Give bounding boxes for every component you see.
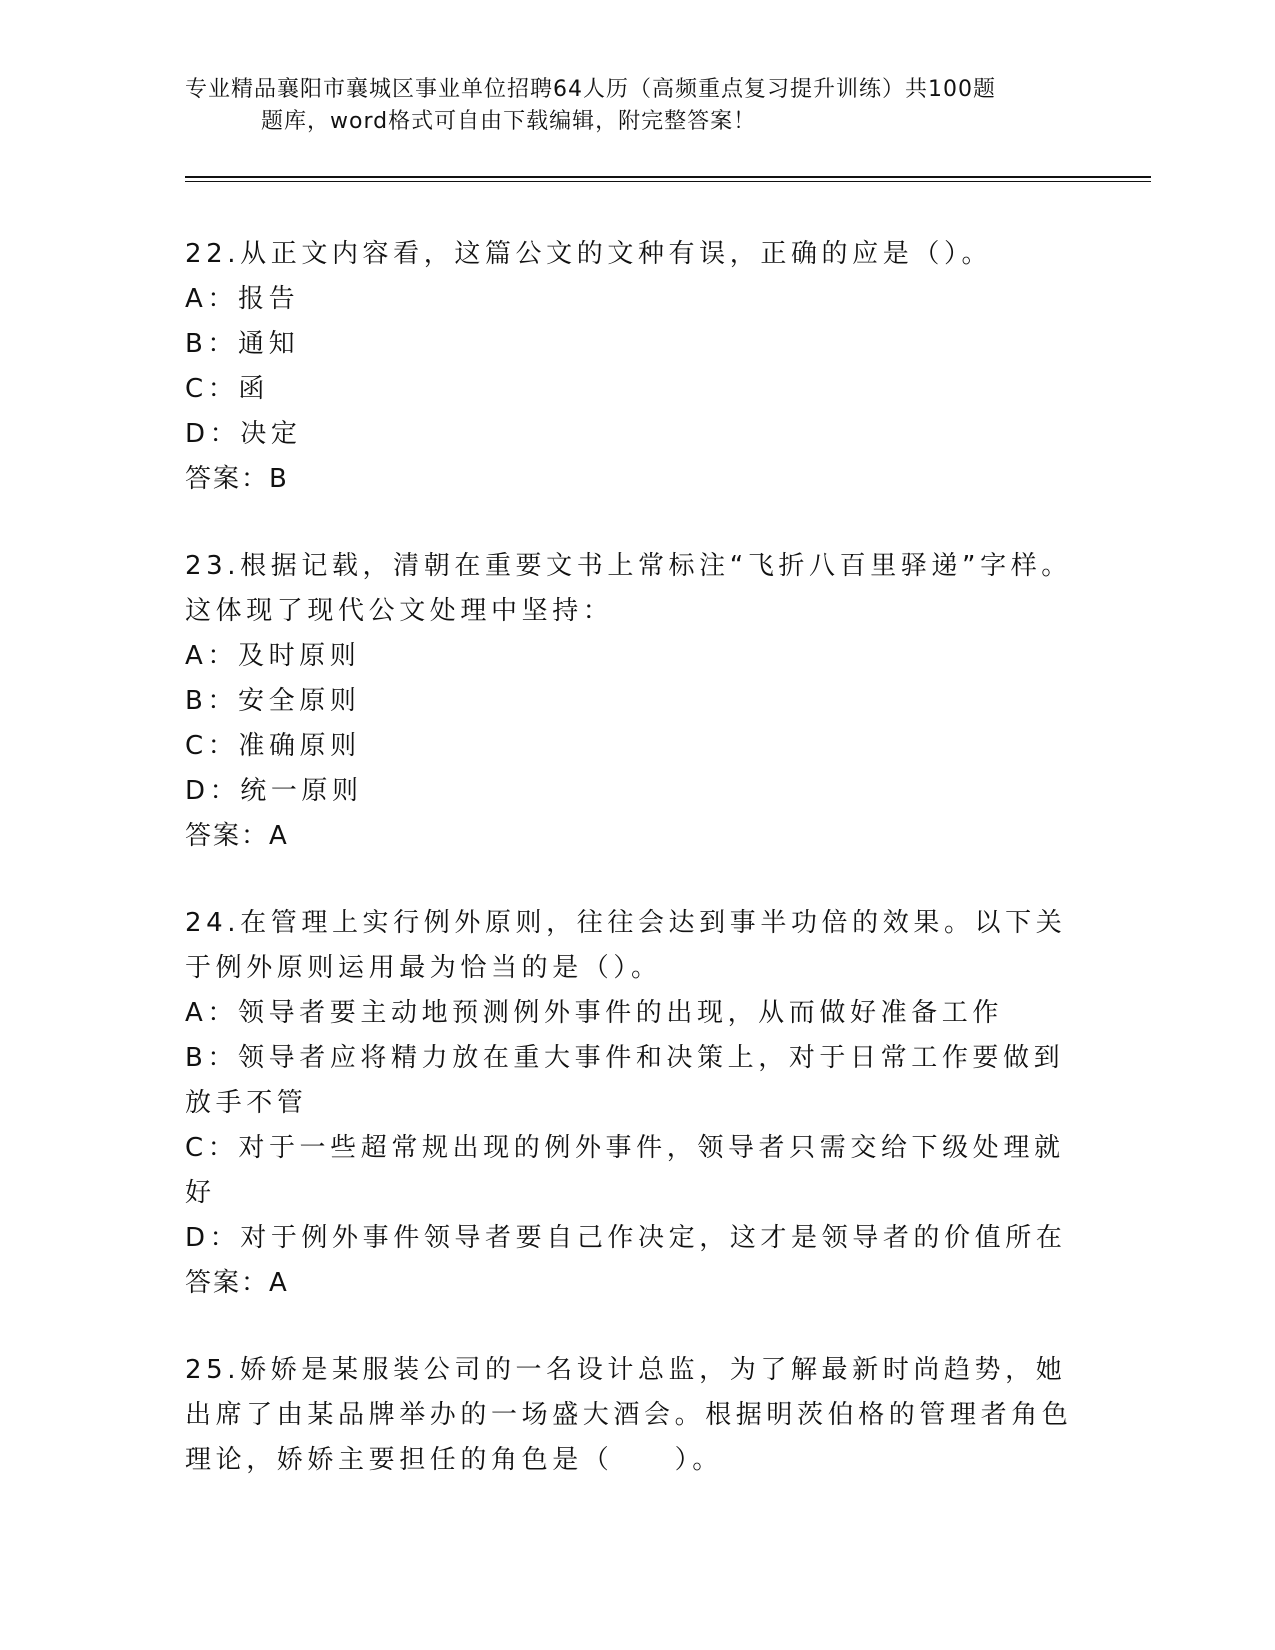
header-title-line2: 题库，word格式可自由下载编辑，附完整答案！ bbox=[261, 109, 757, 134]
question-stem: 22.从正文内容看，这篇公文的文种有误，正确的应是（）。 bbox=[185, 239, 993, 269]
header-divider-thin bbox=[185, 181, 1151, 182]
question-stem: 24.在管理上实行例外原则，往往会达到事半功倍的效果。以下关于例外原则运用最为恰当的是（）。 bbox=[185, 908, 1067, 983]
option-c: C：函 bbox=[185, 374, 269, 404]
question-stem: 23.根据记载，清朝在重要文书上常标注“飞折八百里驿递”字样。这体现了现代公文处理中坚持： bbox=[185, 551, 1072, 626]
answer-value: A bbox=[269, 821, 289, 851]
answer-line bbox=[185, 814, 1085, 859]
option-d: D：对于例外事件领导者要自己作决定，这才是领导者的价值所在 bbox=[185, 1223, 1067, 1253]
answer-value: B bbox=[269, 464, 289, 494]
option-b: B：领导者应将精力放在重大事件和决策上，对于日常工作要做到放手不管 bbox=[185, 1043, 1065, 1118]
answer-line bbox=[185, 457, 1085, 502]
header-divider-thick bbox=[185, 176, 1151, 178]
option-b: B：安全原则 bbox=[185, 686, 361, 716]
option-d: D：统一原则 bbox=[185, 776, 363, 806]
option-a: A：领导者要主动地预测例外事件的出现，从而做好准备工作 bbox=[185, 998, 1003, 1028]
question-list bbox=[185, 232, 1085, 1525]
option-c: C：准确原则 bbox=[185, 731, 361, 761]
question-23 bbox=[185, 544, 1085, 859]
answer-label: 答案： bbox=[185, 821, 270, 851]
document-header bbox=[185, 74, 1065, 138]
option-c: C：对于一些超常规出现的例外事件，领导者只需交给下级处理就好 bbox=[185, 1133, 1065, 1208]
option-b: B：通知 bbox=[185, 329, 300, 359]
answer-label: 答案： bbox=[185, 1268, 270, 1298]
option-a: A：报告 bbox=[185, 284, 300, 314]
question-stem: 25.娇娇是某服装公司的一名设计总监，为了解最新时尚趋势，她出席了由某品牌举办的一场盛大酒会。根据明茨伯格的管理者角色理论，娇娇主要担任的角色是（ ）。 bbox=[185, 1355, 1073, 1475]
answer-label: 答案： bbox=[185, 464, 270, 494]
question-24 bbox=[185, 901, 1085, 1306]
answer-line bbox=[185, 1261, 1085, 1306]
header-title-line1: 专业精品襄阳市襄城区事业单位招聘64人历（高频重点复习提升训练）共100题 bbox=[185, 77, 996, 102]
option-d: D：决定 bbox=[185, 419, 302, 449]
question-25 bbox=[185, 1348, 1085, 1483]
option-a: A：及时原则 bbox=[185, 641, 361, 671]
answer-value: A bbox=[269, 1268, 289, 1298]
question-22 bbox=[185, 232, 1085, 502]
